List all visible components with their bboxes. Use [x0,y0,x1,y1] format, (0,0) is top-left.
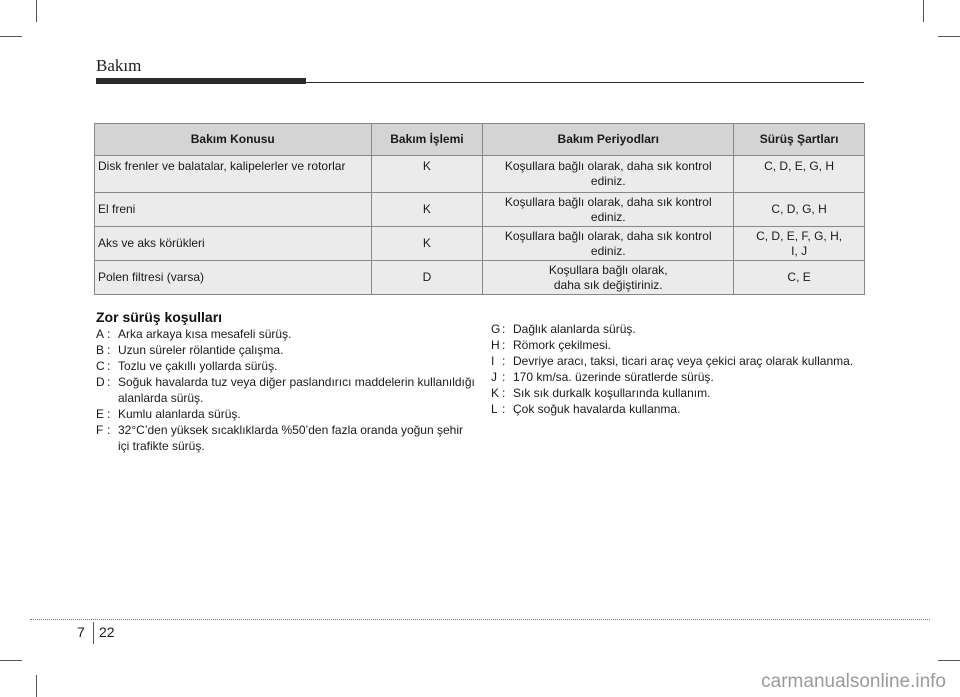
cell-period: Koşullara bağlı olarak, daha sık değiştiriniz. [483,261,734,295]
footer-dotted-rule [30,619,930,620]
crop-mark [938,660,960,661]
condition-code: K [491,386,500,400]
column-header-conditions: Sürüş Şartları [734,124,865,156]
list-item: C : Tozlu ve çakıllı yollarda sürüş. [96,358,476,374]
list-item: E : Kumlu alanlarda sürüş. [96,406,476,422]
cell-period: Koşullara bağlı olarak, daha sık kontrol ediniz. [483,227,734,261]
condition-text: Römork çekilmesi. [513,338,612,352]
conditions-list-left [96,326,476,454]
watermark: carmanualsonline.info [761,671,946,692]
cell-conditions: C, D, E, G, H [734,156,865,193]
column-header-topic: Bakım Konusu [95,124,372,156]
cell-conditions: C, D, E, F, G, H, I, J [734,227,865,261]
condition-code: A [96,327,105,341]
crop-mark [36,0,37,22]
condition-code: J [491,370,497,384]
maintenance-table [94,123,865,295]
list-item: F : 32°C’den yüksek sıcaklıklarda %50’den fazla oranda yoğun şehir içi trafikte sürüş. [96,422,476,454]
conditions-list-right [491,321,861,417]
cell-topic: Disk frenler ve balatalar, kalipelerler ve rotorlar [95,156,372,193]
list-item: D : Soğuk havalarda tuz veya diğer paslandırıcı maddelerin kullanıldığı alanlarda sürüş. [96,375,475,405]
page-divider [93,622,94,644]
condition-text: Soğuk havalarda tuz veya diğer paslandırıcı maddelerin kullanıldığı alanlarda sürüş. [118,375,475,405]
list-item: A : Arka arkaya kısa mesafeli sürüş. [96,326,476,342]
condition-text: Uzun süreler rölantide çalışma. [118,343,284,357]
cell-period: Koşullara bağlı olarak, daha sık kontrol ediniz. [483,193,734,227]
condition-code: F [96,423,104,437]
condition-code: I [491,354,495,368]
list-item: B : Uzun süreler rölantide çalışma. [96,342,476,358]
condition-text: Kumlu alanlarda sürüş. [118,407,241,421]
cell-topic: Polen filtresi (varsa) [95,261,372,295]
list-item: G : Dağlık alanlarda sürüş. [491,321,861,337]
condition-text: 32°C’den yüksek sıcaklıklarda %50’den fazla oranda yoğun şehir içi trafikte sürüş. [118,423,463,453]
crop-mark [938,36,960,37]
table-row [95,156,865,193]
cell-conditions: C, E [734,261,865,295]
condition-text: Dağlık alanlarda sürüş. [513,322,636,336]
condition-code: E [96,407,105,421]
cell-action: K [371,193,483,227]
table-row [95,227,865,261]
cell-conditions: C, D, G, H [734,193,865,227]
list-item: H : Römork çekilmesi. [491,337,861,353]
header-bar [96,78,306,84]
list-item: J : 170 km/sa. üzerinde süratlerde sürüş. [491,369,861,385]
crop-mark [0,660,22,661]
condition-text: 170 km/sa. üzerinde süratlerde sürüş. [513,370,714,384]
condition-text: Sık sık durkalk koşullarında kullanım. [513,386,711,400]
page-number: 22 [99,624,115,640]
page-chapter: 7 [77,624,85,640]
condition-code: B [96,343,105,357]
section-title: Bakım [96,56,142,75]
crop-mark [36,675,37,697]
list-item: L : Çok soğuk havalarda kullanma. [491,401,861,417]
condition-text: Arka arkaya kısa mesafeli sürüş. [118,327,292,341]
cell-action: D [371,261,483,295]
header-line [306,82,864,83]
condition-text: Tozlu ve çakıllı yollarda sürüş. [118,359,278,373]
cell-period: Koşullara bağlı olarak, daha sık kontrol ediniz. [483,156,734,193]
condition-text: Çok soğuk havalarda kullanma. [513,402,681,416]
condition-code: C [96,359,105,373]
condition-text: Devriye aracı, taksi, ticari araç veya çekici araç olarak kullanma. [513,354,854,368]
table-row [95,261,865,295]
condition-code: G [491,322,501,336]
column-header-period: Bakım Periyodları [483,124,734,156]
column-header-action: Bakım İşlemi [371,124,483,156]
cell-action: K [371,227,483,261]
table-header-row [95,124,865,156]
cell-action: K [371,156,483,193]
conditions-title: Zor sürüş koşulları [96,309,223,325]
cell-topic: El freni [95,193,372,227]
list-item: K : Sık sık durkalk koşullarında kullanım. [491,385,861,401]
condition-code: L [491,402,498,416]
condition-code: H [491,338,500,352]
table-row [95,193,865,227]
list-item: I : Devriye aracı, taksi, ticari araç veya çekici araç olarak kullanma. [491,353,861,369]
crop-mark [923,0,924,22]
crop-mark [0,36,22,37]
condition-code: D [96,375,105,389]
cell-topic: Aks ve aks körükleri [95,227,372,261]
